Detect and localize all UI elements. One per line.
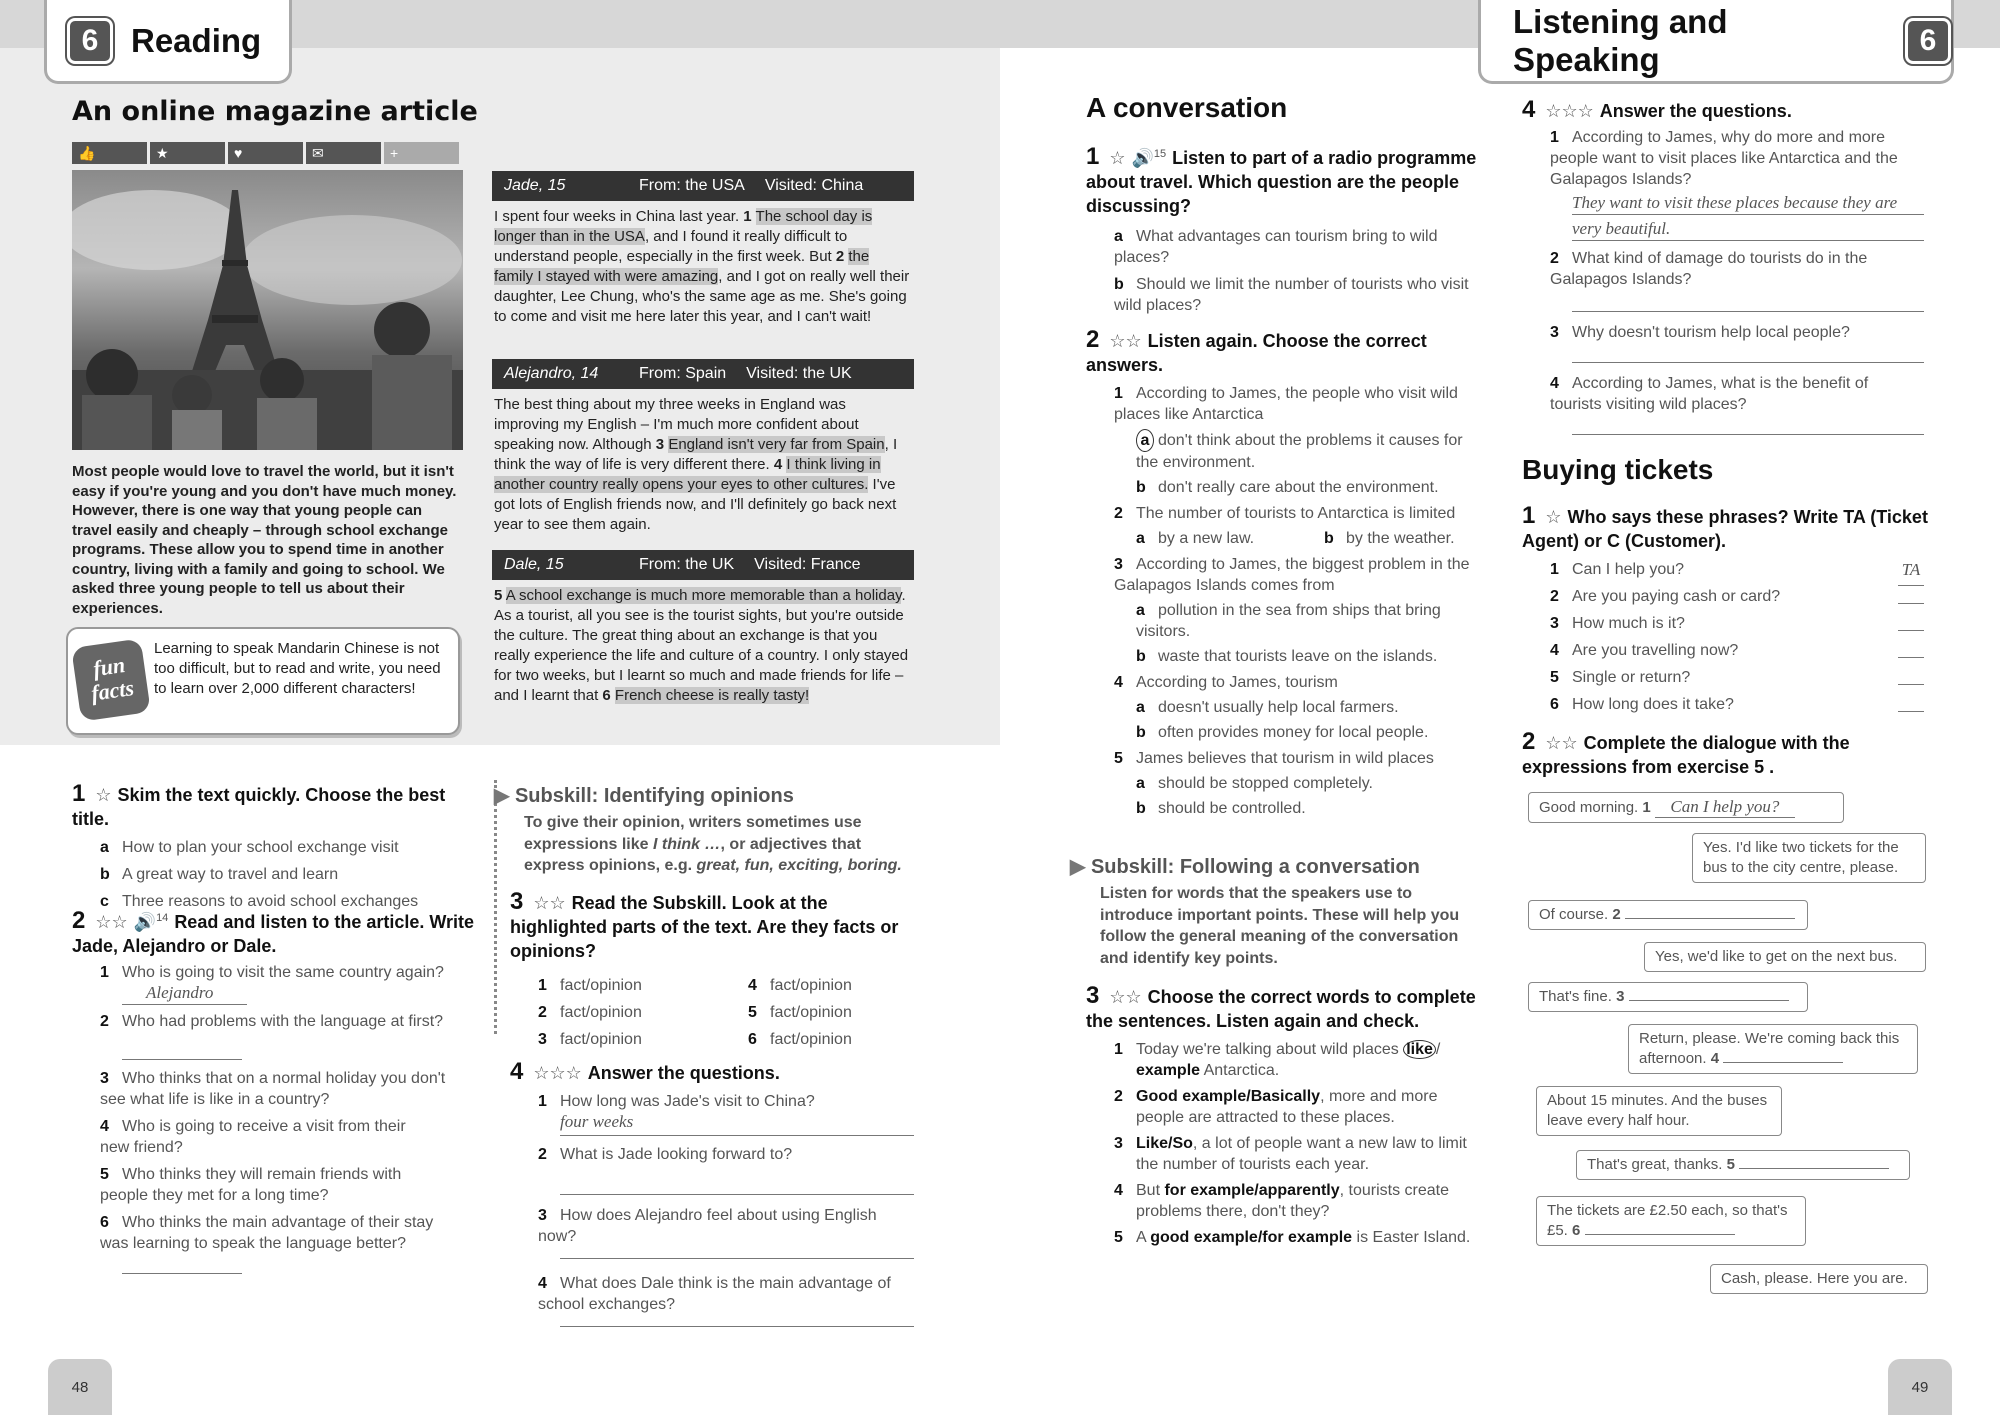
- play-arrow-icon: ▶: [1070, 856, 1091, 878]
- dialogue-bubble-agent: Good morning. 1 Can I help you?: [1528, 792, 1844, 823]
- question-4: 4 According to James, tourism: [1114, 674, 1338, 691]
- fun-facts-box: [66, 627, 460, 735]
- subskill-identifying-opinions: [494, 783, 914, 877]
- dialogue-bubble-customer: Yes, we'd like to get on the next bus.: [1644, 942, 1926, 972]
- exercise-title: 4 ☆☆☆ Answer the questions.: [510, 1058, 780, 1085]
- fun-facts-badge: fun facts: [71, 638, 151, 721]
- subskill-body: Listen for words that the speakers use to introduce important points. These will help you follow the general meaning of the conversation and identify key points.: [1100, 885, 1460, 967]
- intro-paragraph: Most people would love to travel the world, but it isn't easy if you're young and you don't have much money. However, there is one way that young people can travel easily and cheaply – through school exchange programs. These allow you to spend time in another country, living with a family and going to school. We asked three young people to tell us about their experiences.: [72, 463, 457, 617]
- article-body: The best thing about my three weeks in England was improving my English – I'm much more confident about speaking now. Although 3 England isn't very far from Spain, I think the way of life is very different there. 4 I think living in another country really opens your eyes to other cultures. I've got lots of English friends now, and I'll definitely go back next year to see them again.: [494, 396, 898, 533]
- exercise-title: 2 ☆☆ 🔊$^{14}$ Read and listen to the article. Write Jade, Alejandro or Dale.: [72, 907, 475, 956]
- exercise-title: 1 ☆ 🔊$^{15}$ Listen to part of a radio programme about travel. Which question are the people discussing?: [1086, 143, 1477, 216]
- unit-number-badge: 6: [1905, 18, 1951, 64]
- question-2: 2 The number of tourists to Antarctica is limited: [1114, 505, 1456, 522]
- option-b[interactable]: b Should we limit the number of tourists who visit wild places?: [1114, 276, 1469, 314]
- subskill-following-conversation: [1070, 854, 1482, 969]
- section-heading: Buying tickets: [1522, 454, 1714, 485]
- answer-field-6[interactable]: [122, 1254, 242, 1274]
- option-4b[interactable]: b often provides money for local people.: [1136, 724, 1429, 741]
- tickets-exercise-1: [1522, 504, 1934, 721]
- exercise-title: 3 ☆☆ Read the Subskill. Look at the highlighted parts of the text. Are they facts or opinions?: [510, 888, 899, 961]
- page-number: 49: [1888, 1359, 1952, 1415]
- answer-field-1[interactable]: They want to visit these places because they are very beautiful.: [1572, 190, 1924, 242]
- question-3: 3 Why doesn't tourism help local people?: [1550, 324, 1850, 341]
- audio-icon: 🔊$^{15}$: [1131, 148, 1167, 168]
- star-rating-icon: ☆: [95, 785, 112, 805]
- subskill-title: ▶ Subskill: Identifying opinions: [494, 785, 794, 807]
- question-1: 1 Who is going to visit the same country again?: [100, 964, 444, 981]
- option-a[interactable]: a What advantages can tourism bring to wild places?: [1114, 228, 1438, 266]
- phrase-2: 2 Are you paying cash or card?: [1550, 586, 1924, 613]
- exercise-1: [72, 782, 482, 912]
- star-rating-icon: ☆☆☆: [533, 1063, 582, 1083]
- fun-facts-text: Learning to speak Mandarin Chinese is not too difficult, but to read and write, you need to learn over 2,000 different characters!: [154, 640, 441, 697]
- star-rating-icon: ☆☆: [533, 893, 566, 913]
- section-heading: A conversation: [1086, 92, 1288, 123]
- article-header: Dale, 15 From: the UK Visited: France: [492, 550, 914, 580]
- question-4: 4 Who is going to receive a visit from their new friend?: [100, 1118, 406, 1156]
- play-arrow-icon: ▶: [494, 785, 515, 807]
- fact-opinion-1[interactable]: 1 fact/opinion: [538, 977, 642, 994]
- option-1b[interactable]: b don't really care about the environment.: [1136, 479, 1439, 496]
- option-3a[interactable]: a pollution in the sea from ships that bring visitors.: [1136, 602, 1441, 640]
- mail-icon[interactable]: ✉: [306, 142, 381, 164]
- answer-field-2[interactable]: [122, 1032, 242, 1060]
- option-1a[interactable]: a don't think about the problems it causes for the environment.: [1136, 429, 1484, 473]
- eiffel-tower-icon: [72, 170, 463, 450]
- question-6: 6 Who thinks the main advantage of their stay was learning to speak the language better?: [100, 1214, 434, 1252]
- article-body: I spent four weeks in China last year. 1 The school day is longer than in the USA, and I found it really difficult to understand people, especially in the first week. But 2 the family I stayed with were amazing, and I got on really well their daughter, Lee Chung, who's the same age as me. She's going to come and visit me here later this year, and I can't wait!: [494, 208, 910, 325]
- listening-tab: [1478, 0, 1954, 84]
- sentence-2[interactable]: 2 Good example/Basically, more and more people are attracted to these places.: [1114, 1088, 1438, 1126]
- star-icon[interactable]: ★: [150, 142, 225, 164]
- fact-opinion-4[interactable]: 4 fact/opinion: [748, 977, 852, 994]
- star-rating-icon: ☆: [1545, 507, 1562, 527]
- answer-field-1[interactable]: Alejandro: [122, 983, 247, 1005]
- heart-icon[interactable]: ♥: [228, 142, 303, 164]
- section-heading: An online magazine article: [72, 96, 478, 127]
- dialogue-bubble-customer: Cash, please. Here you are.: [1710, 1264, 1928, 1294]
- exercise-4: [510, 1060, 920, 1327]
- subskill-title: ▶ Subskill: Following a conversation: [1070, 856, 1420, 878]
- star-rating-icon: ☆☆: [1545, 733, 1578, 753]
- option-5a[interactable]: a should be stopped completely.: [1136, 775, 1373, 792]
- exercise-2: [72, 906, 482, 1274]
- answer-field-1[interactable]: four weeks: [560, 1112, 914, 1136]
- answer-field[interactable]: [1898, 694, 1924, 712]
- answer-field[interactable]: [1898, 613, 1924, 631]
- fact-opinion-2[interactable]: 2 fact/opinion: [538, 1004, 642, 1021]
- dialogue-bubble-agent: Of course. 2: [1528, 900, 1808, 930]
- option-2a[interactable]: a by a new law.: [1136, 530, 1255, 547]
- article-alejandro: [492, 359, 914, 535]
- question-1: 1 How long was Jade's visit to China?: [538, 1093, 815, 1110]
- fact-opinion-3[interactable]: 3 fact/opinion: [538, 1031, 642, 1048]
- star-rating-icon: ☆☆: [1109, 987, 1142, 1007]
- plus-icon[interactable]: +: [384, 142, 459, 164]
- page-number: 48: [48, 1359, 112, 1415]
- exercise-title: 1 ☆ Skim the text quickly. Choose the best title.: [72, 780, 446, 829]
- question-3: 3 Who thinks that on a normal holiday you don't see what life is like in a country?: [100, 1070, 446, 1108]
- sentence-4[interactable]: 4 But for example/apparently, tourists create problems there, don't they?: [1114, 1182, 1450, 1220]
- paris-students-photo: [72, 170, 463, 450]
- article-jade: [492, 171, 914, 327]
- article-header: Alejandro, 14 From: Spain Visited: the UK: [492, 359, 914, 389]
- social-icon-bar: [72, 142, 460, 164]
- exercise-title: 1 ☆ Who says these phrases? Write TA (Ticket Agent) or C (Customer).: [1522, 502, 1928, 551]
- option-2b[interactable]: b by the weather.: [1324, 530, 1455, 547]
- listening-exercise-4: [1522, 98, 1932, 435]
- dialogue-bubble-customer: That's great, thanks. 5: [1576, 1150, 1910, 1180]
- thumbs-up-icon[interactable]: 👍: [72, 142, 147, 164]
- answer-field-4[interactable]: [1572, 415, 1924, 435]
- article-header: Jade, 15 From: the USA Visited: China: [492, 171, 914, 201]
- dialogue-bubble-agent: That's fine. 3: [1528, 982, 1808, 1012]
- answer-field-3[interactable]: [560, 1247, 914, 1259]
- fact-opinion-5[interactable]: 5 fact/opinion: [748, 1004, 852, 1021]
- question-5: 5 Who thinks they will remain friends with people they met for a long time?: [100, 1166, 402, 1204]
- phrase-5: 5 Single or return?: [1550, 667, 1924, 694]
- star-rating-icon: ☆☆☆: [1545, 101, 1594, 121]
- question-3: 3 How does Alejandro feel about using English now?: [538, 1207, 877, 1245]
- phrase-1: 1 Can I help you? TA: [1550, 559, 1924, 586]
- option-4a[interactable]: a doesn't usually help local farmers.: [1136, 699, 1399, 716]
- option-b[interactable]: b A great way to travel and learn: [100, 866, 339, 883]
- listening-exercise-3: [1086, 984, 1486, 1248]
- answer-field[interactable]: [1898, 640, 1924, 658]
- listening-exercise-1: [1086, 142, 1484, 316]
- question-4: 4 According to James, what is the benefit of tourists visiting wild places?: [1550, 375, 1869, 413]
- exercise-title: 2 ☆☆ Listen again. Choose the correct answers.: [1086, 326, 1427, 375]
- sentence-1[interactable]: 1 Today we're talking about wild places like / example Antarctica.: [1114, 1041, 1441, 1079]
- answer-field[interactable]: [1898, 667, 1924, 685]
- answer-field-4[interactable]: [560, 1315, 914, 1327]
- dialogue-bubble-customer: Return, please. We're coming back this afternoon. 4: [1628, 1024, 1918, 1074]
- option-c[interactable]: c Three reasons to avoid school exchanges: [100, 893, 419, 910]
- dialogue-bubble-agent: About 15 minutes. And the buses leave every half hour.: [1536, 1086, 1782, 1136]
- article-dale: [492, 550, 914, 706]
- question-3: 3 According to James, the biggest problem in the Galapagos Islands comes from: [1114, 556, 1470, 594]
- answer-field[interactable]: [1898, 586, 1924, 604]
- unit-number-badge: 6: [67, 18, 113, 64]
- star-rating-icon: ☆☆: [1109, 331, 1142, 351]
- tab-title: Listening and Speaking: [1513, 2, 1728, 78]
- phrase-6: 6 How long does it take?: [1550, 694, 1924, 721]
- exercise-title: 4 ☆☆☆ Answer the questions.: [1522, 96, 1792, 123]
- option-a[interactable]: a How to plan your school exchange visit: [100, 839, 399, 856]
- subskill-body: To give their opinion, writers sometimes use expressions like I think …, or adjectives that express opinions, e.g. great, fun, exciting, boring.: [524, 814, 902, 874]
- answer-field-3[interactable]: [1572, 343, 1924, 363]
- option-3b[interactable]: b waste that tourists leave on the islands.: [1136, 648, 1438, 665]
- sentence-3[interactable]: 3 Like/So, a lot of people want a new law to limit the number of tourists each year.: [1114, 1135, 1467, 1173]
- question-2: 2 What kind of damage do tourists do in the Galapagos Islands?: [1550, 250, 1868, 288]
- answer-field-2[interactable]: [560, 1165, 914, 1195]
- question-5: 5 James believes that tourism in wild places: [1114, 750, 1434, 767]
- star-rating-icon: ☆: [1109, 148, 1126, 168]
- exercise-3: [510, 890, 920, 1050]
- reading-tab: [44, 0, 292, 84]
- question-1: 1 According to James, the people who visit wild places like Antarctica: [1114, 385, 1458, 423]
- fact-opinion-6[interactable]: 6 fact/opinion: [748, 1031, 852, 1048]
- phrase-3: 3 How much is it?: [1550, 613, 1924, 640]
- tickets-exercise-2: [1522, 730, 1934, 779]
- article-body: 5 A school exchange is much more memorable than a holiday. As a tourist, all you see is the tourist sights, but you're outside the culture. The great thing about an exchange is that you really experience the life and culture of a country. I only stayed for two weeks, but I learnt so much and made friends for life – and I learnt that 6 French cheese is really tasty!: [494, 587, 909, 704]
- answer-field[interactable]: TA: [1898, 559, 1924, 586]
- exercise-title: 3 ☆☆ Choose the correct words to complete the sentences. Listen again and check.: [1086, 982, 1476, 1031]
- star-rating-icon: ☆☆: [95, 912, 128, 932]
- answer-field-2[interactable]: [1572, 290, 1924, 312]
- sentence-5[interactable]: 5 A good example/for example is Easter Island.: [1114, 1229, 1471, 1246]
- listening-exercise-2: [1086, 328, 1484, 819]
- exercise-title: 2 ☆☆ Complete the dialogue with the expressions from exercise 5 .: [1522, 728, 1850, 777]
- phrase-4: 4 Are you travelling now?: [1550, 640, 1924, 667]
- dialogue-bubble-customer: Yes. I'd like two tickets for the bus to the city centre, please.: [1692, 833, 1926, 883]
- question-2: 2 Who had problems with the language at first?: [100, 1013, 444, 1030]
- tab-title: Reading: [131, 21, 262, 59]
- question-2: 2 What is Jade looking forward to?: [538, 1146, 793, 1163]
- dialogue-bubble-agent: The tickets are £2.50 each, so that's £5. 6: [1536, 1196, 1806, 1246]
- option-5b[interactable]: b should be controlled.: [1136, 800, 1306, 817]
- audio-icon: 🔊$^{14}$: [133, 912, 169, 932]
- question-4: 4 What does Dale think is the main advantage of school exchanges?: [538, 1275, 891, 1313]
- question-1: 1 According to James, why do more and more people want to visit places like Antarctica and the Galapagos Islands?: [1550, 129, 1898, 188]
